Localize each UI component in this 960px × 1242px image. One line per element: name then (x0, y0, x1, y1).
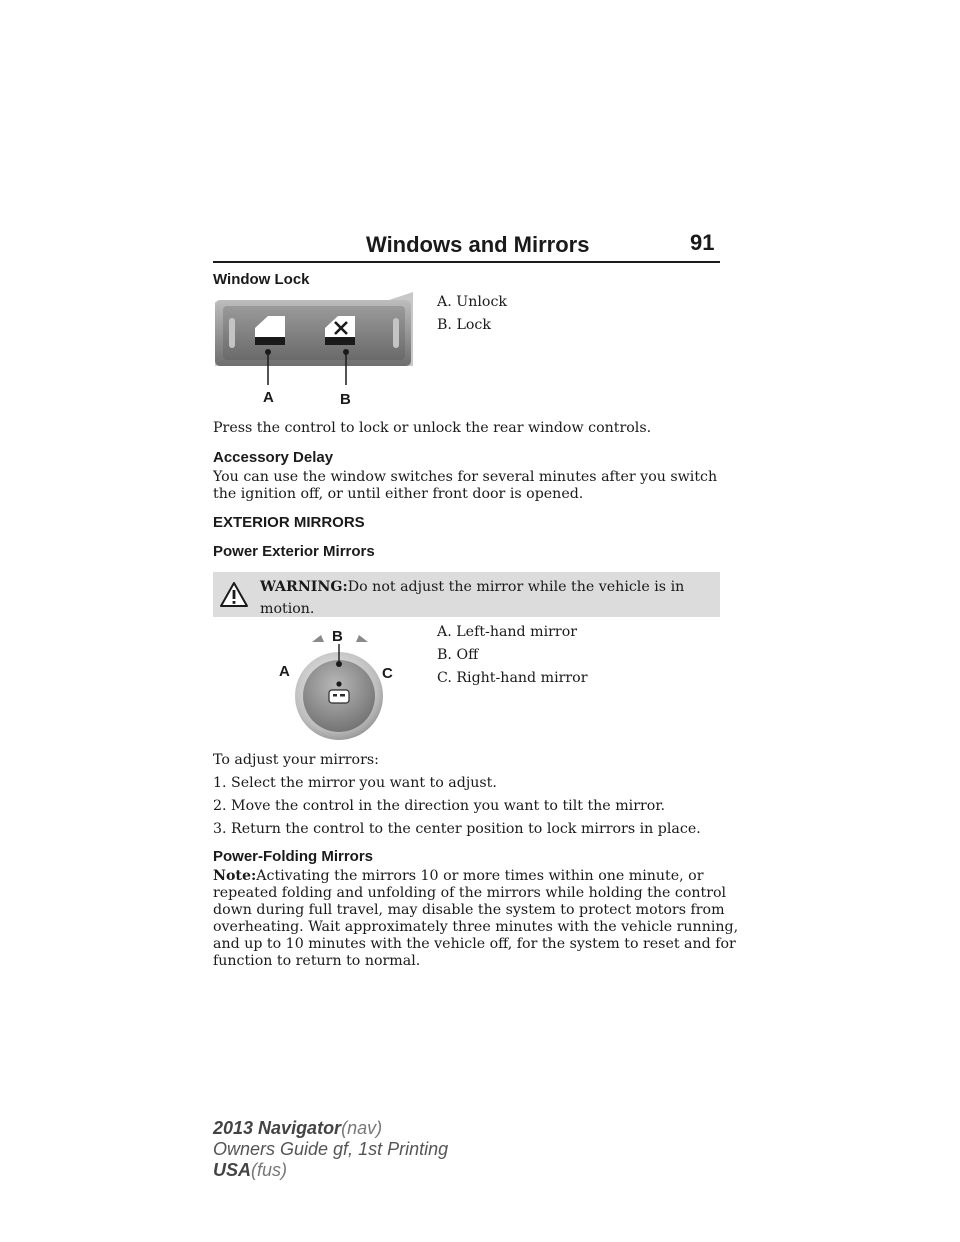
footer-market-code: (fus) (251, 1160, 288, 1180)
note-line-5: and up to 10 minutes with the vehicle off, for the system to reset and for (213, 936, 736, 952)
note-line-4: overheating. Wait approximately three minutes with the vehicle running, (213, 919, 739, 935)
accessory-delay-line-1: You can use the window switches for several minutes after you switch (213, 469, 718, 485)
caption-unlock: A. Unlock (437, 294, 507, 310)
warning-line-2: motion. (260, 601, 315, 617)
window-lock-heading: Window Lock (213, 271, 310, 288)
steps-intro: To adjust your mirrors: (213, 752, 379, 768)
window-lock-switch-figure (213, 290, 423, 410)
warning-triangle-icon (219, 581, 249, 608)
warning-text (260, 576, 700, 620)
footer-line-2: Owners Guide gf, 1st Printing (213, 1139, 449, 1159)
mirror-icon (329, 690, 349, 703)
figure-label-b: B (340, 391, 351, 408)
footer-market: USA (213, 1160, 252, 1180)
section-title: Windows and Mirrors (366, 232, 590, 257)
exterior-mirrors-heading: EXTERIOR MIRRORS (213, 514, 365, 531)
warning-box (213, 572, 720, 617)
note-first-text: Activating the mirrors 10 or more times within one minute, or (256, 868, 704, 884)
figure-label-b: B (332, 628, 343, 645)
note-label: Note: (213, 868, 257, 884)
footer-line-1 (213, 1118, 382, 1139)
caption-off: B. Off (437, 647, 479, 663)
window-lock-body: Press the control to lock or unlock the rear window controls. (213, 420, 652, 436)
footer-line-3 (213, 1160, 287, 1181)
power-folding-mirrors-heading: Power-Folding Mirrors (213, 848, 374, 865)
note-line-1 (213, 868, 704, 885)
caption-left-hand-mirror: A. Left-hand mirror (437, 624, 578, 640)
step-3: 3. Return the control to the center position to lock mirrors in place. (213, 821, 701, 837)
footer-model: 2013 Navigator (213, 1118, 342, 1138)
page-number: 91 (690, 230, 715, 255)
figure-label-c: C (382, 665, 393, 682)
caption-lock: B. Lock (437, 317, 491, 333)
mirror-control-knob-figure (270, 622, 410, 742)
note-line-3: down during full travel, may disable the system to protect motors from (213, 902, 725, 918)
accessory-delay-line-2: the ignition off, or until either front door is opened. (213, 486, 584, 502)
warning-label: WARNING: (260, 579, 348, 595)
header-rule (213, 261, 720, 263)
power-exterior-mirrors-heading: Power Exterior Mirrors (213, 543, 375, 560)
footer-model-code: (nav) (341, 1118, 383, 1138)
step-2: 2. Move the control in the direction you want to tilt the mirror. (213, 798, 666, 814)
accessory-delay-heading: Accessory Delay (213, 449, 334, 466)
step-1: 1. Select the mirror you want to adjust. (213, 775, 497, 791)
caption-right-hand-mirror: C. Right-hand mirror (437, 670, 588, 686)
note-line-2: repeated folding and unfolding of the mirrors while holding the control (213, 885, 727, 901)
warning-line-1: Do not adjust the mirror while the vehicle is in (347, 579, 685, 595)
figure-label-a: A (263, 389, 274, 406)
figure-label-a: A (279, 663, 290, 680)
note-line-6: function to return to normal. (213, 953, 421, 969)
